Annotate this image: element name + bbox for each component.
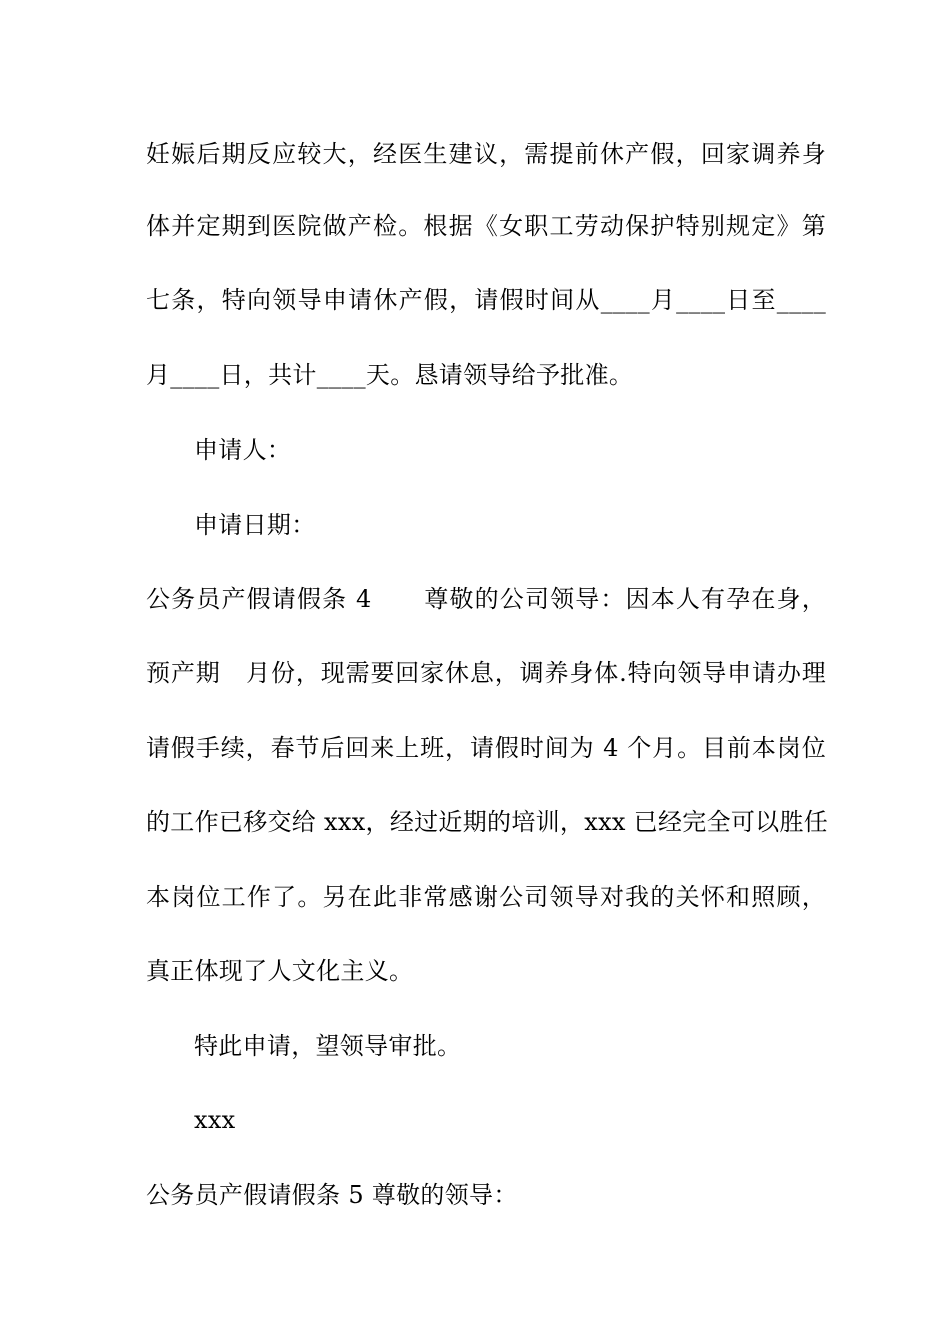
closing-request: 特此申请，望领导审批。 (194, 1032, 462, 1060)
section-heading-4: 公务员产假请假条 4 尊敬的公司领导：因本人有孕在身， (146, 585, 826, 613)
application-date-label: 申请日期： (194, 511, 316, 539)
paragraph-line-8: 本岗位工作了。另在此非常感谢公司领导对我的关怀和照顾， (146, 883, 826, 911)
section-heading-5: 公务员产假请假条 5 尊敬的领导： (146, 1181, 518, 1209)
paragraph-line-5: 预产期 月份，现需要回家休息，调养身体.特向领导申请办理 (146, 659, 826, 687)
signature-name: xxx (194, 1106, 236, 1134)
applicant-label: 申请人： (194, 436, 292, 464)
paragraph-line-7: 的工作已移交给 xxx，经过近期的培训，xxx 已经完全可以胜任 (146, 808, 829, 836)
paragraph-line-6: 请假手续，春节后回来上班，请假时间为 4 个月。目前本岗位 (146, 734, 826, 762)
paragraph-line-9: 真正体现了人文化主义。 (146, 957, 414, 985)
paragraph-line-2: 体并定期到医院做产检。根据《女职工劳动保护特别规定》第 (146, 212, 826, 240)
paragraph-line-3: 七条，特向领导申请休产假，请假时间从____月____日至____ (146, 286, 826, 314)
paragraph-line-4: 月____日，共计____天。恳请领导给予批准。 (146, 361, 634, 389)
paragraph-line-1: 妊娠后期反应较大，经医生建议，需提前休产假，回家调养身 (146, 140, 826, 168)
